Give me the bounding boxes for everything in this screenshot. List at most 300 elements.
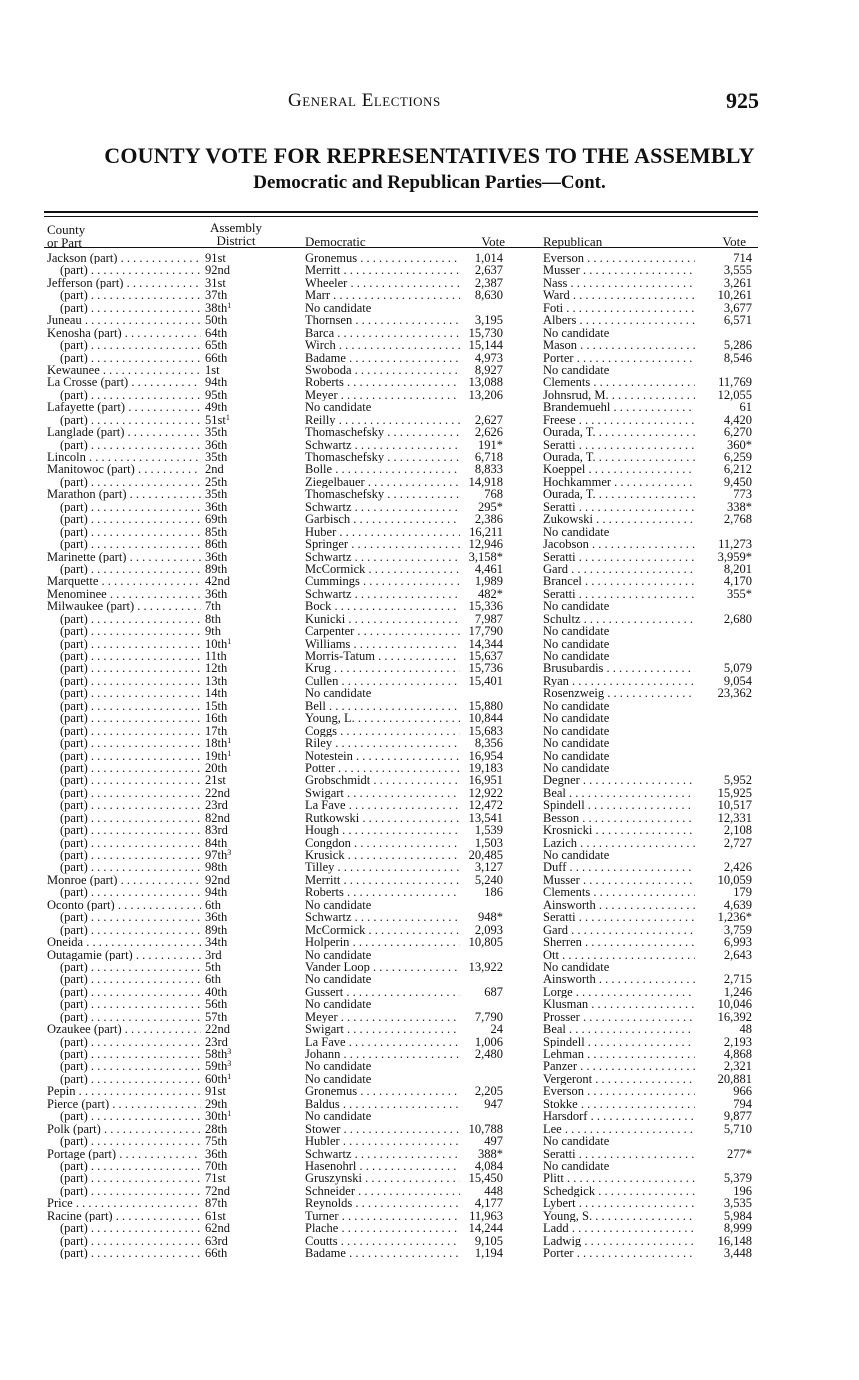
republican-candidate-cell: No candidate <box>543 637 610 650</box>
republican-vote-cell: 714 <box>733 251 752 265</box>
county-cell: (part) . . . <box>60 1222 201 1234</box>
district-cell: 91st <box>205 251 226 265</box>
county-cell: (part) . . . <box>60 476 201 488</box>
republican-candidate-cell: Koeppel . . . <box>543 463 695 475</box>
table-row <box>0 1247 859 1259</box>
district-cell: 98th <box>205 860 228 875</box>
republican-vote-cell: 2,426 <box>723 860 752 875</box>
republican-vote-cell: 4,639 <box>723 897 752 912</box>
democratic-vote-cell: 14,244 <box>468 1221 503 1236</box>
county-cell: (part) . . . <box>60 849 201 861</box>
district-cell: 23rd <box>205 1034 228 1049</box>
democratic-candidate-cell: No candidate <box>305 948 372 961</box>
county-cell: Portage (part) . . . <box>47 1148 201 1160</box>
democratic-vote-cell: 16,211 <box>469 524 503 539</box>
democratic-candidate-cell: Garbisch . . . <box>305 513 460 525</box>
republican-vote-cell: 61 <box>739 400 752 415</box>
republican-candidate-cell: Everson . . . <box>543 1085 695 1097</box>
table-row <box>0 352 859 364</box>
county-cell: Polk (part) . . . <box>47 1123 201 1135</box>
county-cell: (part) . . . <box>60 1135 201 1147</box>
table-row <box>0 538 859 550</box>
republican-vote-cell: 5,379 <box>723 1171 752 1186</box>
district-cell: 22nd <box>205 785 230 800</box>
republican-candidate-cell: Spindell . . . <box>543 1036 695 1048</box>
democratic-candidate-cell: Reilly . . . <box>305 414 460 426</box>
county-cell: (part) . . . <box>60 389 201 401</box>
democratic-candidate-cell: Schwartz . . . <box>305 1148 460 1160</box>
democratic-vote-cell: 448 <box>484 1183 503 1198</box>
table-row <box>0 737 859 749</box>
table-row <box>0 973 859 985</box>
republican-vote-cell: 4,868 <box>723 1047 752 1061</box>
democratic-vote-cell: 2,480 <box>474 1047 503 1061</box>
republican-vote-cell: 6,212 <box>723 462 752 477</box>
top-rule-thin <box>44 216 758 217</box>
republican-candidate-cell: Seratti . . . <box>543 588 695 600</box>
county-header-line2: or Part <box>47 235 83 250</box>
republican-candidate-cell: Seratti . . . <box>543 911 695 923</box>
democratic-candidate-cell: Tilley . . . <box>305 861 460 873</box>
republican-vote-cell: 3,959* <box>717 549 752 564</box>
district-cell: 21st <box>205 773 226 788</box>
district-cell: 94th <box>205 885 228 900</box>
county-cell: (part) . . . <box>60 638 201 650</box>
republican-candidate-cell: Duff . . . <box>543 861 695 873</box>
county-cell: (part) . . . <box>60 1048 201 1060</box>
county-cell: (part) . . . <box>60 861 201 873</box>
republican-candidate-cell: No candidate <box>543 363 610 377</box>
county-cell: (part) . . . <box>60 1235 201 1247</box>
democratic-candidate-cell: Gronemus . . . <box>305 1085 460 1097</box>
table-row <box>0 949 859 961</box>
county-cell: (part) . . . <box>60 526 201 538</box>
democratic-vote-cell: 687 <box>484 984 503 999</box>
democratic-vote-cell: 4,177 <box>474 1196 503 1211</box>
table-row <box>0 1085 859 1097</box>
republican-candidate-cell: Ourada, T. . . . <box>543 426 695 438</box>
republican-vote-cell: 6,259 <box>723 450 752 464</box>
table-row <box>0 264 859 276</box>
democratic-vote-cell: 768 <box>484 487 503 502</box>
democratic-vote-cell: 4,973 <box>474 350 503 365</box>
democratic-vote-cell: 2,627 <box>474 412 503 427</box>
county-cell: (part) . . . <box>60 439 201 451</box>
republican-candidate-cell: Freese . . . <box>543 414 695 426</box>
district-cell: 3rd <box>205 947 222 962</box>
democratic-vote-cell: 295* <box>478 499 503 514</box>
county-cell: Kenosha (part) . . . <box>47 327 201 339</box>
democratic-candidate-cell: Merritt . . . <box>305 874 460 886</box>
democratic-vote-cell: 1,503 <box>474 835 503 850</box>
republican-candidate-cell: No candidate <box>543 625 610 638</box>
republican-vote-cell: 11,273 <box>718 537 752 552</box>
republican-candidate-cell: Spindell . . . <box>543 799 695 811</box>
republican-vote-cell: 9,450 <box>723 474 752 489</box>
republican-candidate-cell: Ladwig . . . <box>543 1235 695 1247</box>
district-cell: 15th <box>205 698 228 713</box>
district-cell: 91st <box>205 1084 226 1099</box>
republican-candidate-cell: Krosnicki . . . <box>543 824 695 836</box>
district-cell: 64th <box>205 325 228 340</box>
county-cell: (part) . . . <box>60 625 201 637</box>
democratic-candidate-cell: Roberts . . . <box>305 376 460 388</box>
democratic-candidate-cell: Turner . . . <box>305 1210 460 1222</box>
table-row <box>0 1222 859 1234</box>
district-cell: 9th <box>205 624 221 639</box>
county-cell: (part) . . . <box>60 812 201 824</box>
table-row <box>0 376 859 388</box>
republican-candidate-cell: Foti . . . <box>543 302 695 314</box>
district-cell: 16th <box>205 711 228 726</box>
republican-vote-cell: 2,715 <box>723 972 752 987</box>
table-row <box>0 1148 859 1160</box>
table-row <box>0 625 859 637</box>
republican-candidate-cell: Musser . . . <box>543 264 695 276</box>
county-cell: Pepin . . . <box>47 1085 201 1097</box>
district-cell: 11th <box>205 649 227 663</box>
results-table <box>0 252 859 1259</box>
republican-candidate-cell: Ainsworth . . . <box>543 899 695 911</box>
democratic-candidate-cell: Rutkowski . . . <box>305 812 460 824</box>
column-header-dem-vote: Vote <box>481 234 505 249</box>
republican-candidate-cell: Klusman . . . <box>543 998 695 1010</box>
democratic-candidate-cell: Stower . . . <box>305 1123 460 1135</box>
footnote-marker: 1 <box>227 748 232 758</box>
district-cell: 40th <box>205 984 228 999</box>
republican-vote-cell: 3,677 <box>723 300 752 315</box>
democratic-candidate-cell: Potter . . . <box>305 762 460 774</box>
table-row <box>0 1135 859 1147</box>
district-cell: 13th <box>205 673 228 688</box>
district-cell: 36th <box>205 586 228 601</box>
district-cell: 92nd <box>205 872 230 887</box>
democratic-vote-cell: 8,356 <box>474 736 503 751</box>
district-cell: 86th <box>205 537 228 552</box>
republican-vote-cell: 9,877 <box>723 1109 752 1124</box>
table-row <box>0 886 859 898</box>
democratic-candidate-cell: Wheeler . . . <box>305 277 460 289</box>
district-cell: 42nd <box>205 574 230 589</box>
democratic-candidate-cell: Grobschmidt . . . <box>305 774 460 786</box>
county-cell: (part) . . . <box>60 1073 201 1085</box>
democratic-vote-cell: 3,158* <box>468 549 503 564</box>
republican-candidate-cell: Brandemuehl . . . <box>543 401 695 413</box>
table-row <box>0 725 859 737</box>
democratic-vote-cell: 15,683 <box>468 723 503 738</box>
democratic-vote-cell: 3,127 <box>474 860 503 875</box>
county-cell: (part) . . . <box>60 687 201 699</box>
county-cell: (part) . . . <box>60 513 201 525</box>
table-row <box>0 687 859 699</box>
democratic-vote-cell: 15,401 <box>468 673 503 688</box>
republican-vote-cell: 3,448 <box>723 1246 752 1260</box>
democratic-candidate-cell: Thomaschefsky . . . <box>305 426 460 438</box>
county-cell: (part) . . . <box>60 961 201 973</box>
republican-vote-cell: 1,236* <box>717 910 752 925</box>
district-header-line2: District <box>216 233 256 248</box>
district-cell: 5th <box>205 959 221 974</box>
republican-candidate-cell: No candidate <box>543 749 610 762</box>
republican-candidate-cell: No candidate <box>543 761 610 775</box>
democratic-candidate-cell: No candidate <box>305 1072 372 1086</box>
table-row <box>0 911 859 923</box>
democratic-candidate-cell: Thornsen . . . <box>305 314 460 326</box>
democratic-vote-cell: 19,183 <box>468 760 503 775</box>
district-cell: 70th <box>205 1158 228 1173</box>
district-cell: $30th^1$ <box>205 1109 232 1124</box>
district-cell: 28th <box>205 1121 228 1136</box>
county-cell: Oneida . . . <box>47 936 201 948</box>
county-cell: La Crosse (part) . . . <box>47 376 201 388</box>
county-cell: Kewaunee . . . <box>47 364 201 376</box>
republican-vote-cell: 5,079 <box>723 661 752 676</box>
republican-candidate-cell: Degner . . . <box>543 774 695 786</box>
democratic-candidate-cell: Badame . . . <box>305 352 460 364</box>
republican-vote-cell: 10,261 <box>717 288 752 303</box>
democratic-vote-cell: 12,922 <box>468 785 503 800</box>
republican-vote-cell: 2,193 <box>723 1034 752 1049</box>
table-row <box>0 1073 859 1085</box>
democratic-candidate-cell: La Fave . . . <box>305 1036 460 1048</box>
republican-candidate-cell: Jacobson . . . <box>543 538 695 550</box>
republican-vote-cell: 4,420 <box>723 412 752 427</box>
democratic-candidate-cell: Meyer . . . <box>305 389 460 401</box>
democratic-candidate-cell: No candidate <box>305 973 372 986</box>
democratic-candidate-cell: Gronemus . . . <box>305 252 460 264</box>
district-cell: 29th <box>205 1096 228 1111</box>
county-cell: (part) . . . <box>60 750 201 762</box>
democratic-vote-cell: 947 <box>484 1096 503 1111</box>
county-cell: Ozaukee (part) . . . <box>47 1023 201 1035</box>
district-cell: 56th <box>205 997 228 1012</box>
table-row <box>0 861 859 873</box>
table-title: COUNTY VOTE FOR REPRESENTATIVES TO THE ASSEMBLY <box>104 143 755 168</box>
democratic-vote-cell: 2,093 <box>474 922 503 937</box>
republican-vote-cell: 355* <box>727 586 752 601</box>
democratic-candidate-cell: Swigart . . . <box>305 1023 460 1035</box>
district-cell: $38th^1$ <box>205 300 232 315</box>
county-cell: Manitowoc (part) . . . <box>47 463 201 475</box>
county-cell: (part) . . . <box>60 986 201 998</box>
district-cell: 8th <box>205 611 221 626</box>
county-cell: (part) . . . <box>60 339 201 351</box>
county-cell: (part) . . . <box>60 414 201 426</box>
democratic-vote-cell: 8,927 <box>474 362 503 377</box>
header-rule <box>44 247 758 248</box>
district-cell: 87th <box>205 1196 228 1211</box>
district-cell: $58th^3$ <box>205 1047 232 1061</box>
district-cell: 66th <box>205 1246 228 1260</box>
republican-candidate-cell: Clements . . . <box>543 886 695 898</box>
democratic-candidate-cell: Schwartz . . . <box>305 551 460 563</box>
republican-candidate-cell: Porter . . . <box>543 1247 695 1259</box>
democratic-vote-cell: 13,922 <box>468 959 503 974</box>
district-cell: 2nd <box>205 462 224 477</box>
district-cell: 75th <box>205 1134 228 1149</box>
table-row <box>0 401 859 413</box>
republican-vote-cell: 16,148 <box>717 1233 752 1248</box>
republican-vote-cell: 3,759 <box>723 922 752 937</box>
democratic-candidate-cell: Plache . . . <box>305 1222 460 1234</box>
republican-vote-cell: 10,046 <box>717 997 752 1012</box>
table-row <box>0 700 859 712</box>
table-row <box>0 750 859 762</box>
democratic-vote-cell: 482* <box>478 586 503 601</box>
democratic-candidate-cell: Swoboda . . . <box>305 364 460 376</box>
republican-vote-cell: 338* <box>727 499 752 514</box>
county-cell: (part) . . . <box>60 1060 201 1072</box>
republican-candidate-cell: Stokke . . . <box>543 1098 695 1110</box>
page-number: 925 <box>726 88 759 113</box>
county-cell: Marinette (part) . . . <box>47 551 201 563</box>
republican-candidate-cell: Zukowski . . . <box>543 513 695 525</box>
democratic-candidate-cell: Krug . . . <box>305 662 460 674</box>
district-cell: 69th <box>205 512 228 527</box>
county-cell: Jackson (part) . . . <box>47 252 201 264</box>
democratic-candidate-cell: Hasenohrl . . . <box>305 1160 460 1172</box>
republican-candidate-cell: No candidate <box>543 1135 610 1148</box>
county-cell: (part) . . . <box>60 501 201 513</box>
republican-vote-cell: 4,170 <box>723 574 752 589</box>
district-cell: $60th^1$ <box>205 1071 232 1086</box>
table-row <box>0 874 859 886</box>
district-cell: 65th <box>205 338 228 353</box>
district-cell: 36th <box>205 499 228 514</box>
democratic-vote-cell: 15,336 <box>468 599 503 614</box>
county-cell: Outagamie (part) . . . <box>47 949 201 961</box>
district-cell: 35th <box>205 425 228 440</box>
table-row <box>0 339 859 351</box>
democratic-candidate-cell: No candidate <box>305 301 372 315</box>
republican-candidate-cell: Hochkammer . . . <box>543 476 695 488</box>
district-cell: 71st <box>205 1171 226 1186</box>
county-cell: (part) . . . <box>60 700 201 712</box>
republican-candidate-cell: Rosenzweig . . . <box>543 687 695 699</box>
republican-vote-cell: 15,925 <box>717 785 752 800</box>
district-cell: 7th <box>205 599 221 614</box>
county-cell: (part) . . . <box>60 737 201 749</box>
republican-vote-cell: 9,054 <box>723 673 752 688</box>
democratic-candidate-cell: No candidate <box>305 1110 372 1123</box>
democratic-candidate-cell: Williams . . . <box>305 638 460 650</box>
democratic-vote-cell: 16,951 <box>468 773 503 788</box>
footnote-marker: 1 <box>227 736 232 746</box>
democratic-candidate-cell: Carpenter . . . <box>305 625 460 637</box>
republican-vote-cell: 179 <box>733 885 752 900</box>
table-row <box>0 1023 859 1035</box>
table-row <box>0 936 859 948</box>
republican-candidate-cell: Lee . . . <box>543 1123 695 1135</box>
democratic-candidate-cell: Thomaschefsky . . . <box>305 451 460 463</box>
democratic-vote-cell: 17,790 <box>468 624 503 639</box>
county-cell: (part) . . . <box>60 1247 201 1259</box>
democratic-candidate-cell: Coggs . . . <box>305 725 460 737</box>
republican-candidate-cell: Musser . . . <box>543 874 695 886</box>
republican-vote-cell: 6,993 <box>723 935 752 950</box>
republican-vote-cell: 8,999 <box>723 1221 752 1236</box>
republican-vote-cell: 48 <box>739 1022 752 1037</box>
republican-candidate-cell: Gard . . . <box>543 924 695 936</box>
democratic-vote-cell: 1,006 <box>474 1034 503 1049</box>
democratic-vote-cell: 2,386 <box>474 512 503 527</box>
district-cell: 36th <box>205 549 228 564</box>
district-cell: 31st <box>205 275 226 290</box>
democratic-candidate-cell: No candidate <box>305 401 372 414</box>
republican-candidate-cell: Panzer . . . <box>543 1060 695 1072</box>
county-cell: (part) . . . <box>60 1011 201 1023</box>
democratic-vote-cell: 1,989 <box>474 574 503 589</box>
county-cell: (part) . . . <box>60 924 201 936</box>
democratic-vote-cell: 15,144 <box>468 338 503 353</box>
county-cell: Marquette . . . <box>47 575 201 587</box>
table-row <box>0 774 859 786</box>
republican-candidate-cell: Brancel . . . <box>543 575 695 587</box>
democratic-vote-cell: 2,205 <box>474 1084 503 1099</box>
republican-vote-cell: 20,881 <box>717 1071 752 1086</box>
footnote-marker: 1 <box>227 1071 232 1081</box>
democratic-vote-cell: 8,833 <box>474 462 503 477</box>
republican-candidate-cell: Lorge . . . <box>543 986 695 998</box>
republican-candidate-cell: Seratti . . . <box>543 551 695 563</box>
district-cell: 17th <box>205 723 228 738</box>
county-cell: (part) . . . <box>60 538 201 550</box>
footnote-marker: 1 <box>225 412 230 422</box>
footnote-marker: 3 <box>227 848 232 857</box>
top-rule-thick <box>44 211 758 213</box>
republican-vote-cell: 2,727 <box>723 835 752 850</box>
county-cell: (part) . . . <box>60 613 201 625</box>
democratic-candidate-cell: Vander Loop . . . <box>305 961 460 973</box>
democratic-vote-cell: 2,637 <box>474 263 503 278</box>
democratic-vote-cell: 1,014 <box>474 251 503 265</box>
table-row <box>0 488 859 500</box>
republican-vote-cell: 966 <box>733 1084 752 1099</box>
democratic-vote-cell: 7,987 <box>474 611 503 626</box>
republican-vote-cell: 2,680 <box>723 611 752 626</box>
table-row <box>0 1197 859 1209</box>
footnote-marker: 1 <box>227 636 232 646</box>
table-row <box>0 588 859 600</box>
democratic-vote-cell: 191* <box>478 437 503 452</box>
democratic-vote-cell: 10,788 <box>468 1121 503 1136</box>
county-cell: (part) . . . <box>60 289 201 301</box>
democratic-candidate-cell: Wirch . . . <box>305 339 460 351</box>
county-cell: (part) . . . <box>60 837 201 849</box>
republican-candidate-cell: Vergeront . . . <box>543 1073 695 1085</box>
republican-vote-cell: 8,546 <box>723 350 752 365</box>
table-row <box>0 1123 859 1135</box>
district-cell: 36th <box>205 910 228 925</box>
republican-vote-cell: 6,571 <box>723 313 752 328</box>
republican-vote-cell: 773 <box>733 487 752 502</box>
democratic-vote-cell: 14,918 <box>468 474 503 489</box>
county-cell: Langlade (part) . . . <box>47 426 201 438</box>
democratic-vote-cell: 16,954 <box>468 748 503 763</box>
county-cell: Jefferson (part) . . . <box>47 277 201 289</box>
republican-vote-cell: 5,710 <box>723 1121 752 1136</box>
democratic-candidate-cell: Krusick . . . <box>305 849 460 861</box>
democratic-vote-cell: 5,240 <box>474 872 503 887</box>
county-cell: Lincoln . . . <box>47 451 201 463</box>
county-cell: (part) . . . <box>60 787 201 799</box>
democratic-candidate-cell: McCormick . . . <box>305 924 460 936</box>
district-cell: 20th <box>205 760 228 775</box>
republican-vote-cell: 277* <box>727 1146 752 1161</box>
democratic-vote-cell: 9,105 <box>474 1233 503 1248</box>
republican-vote-cell: 8,201 <box>723 561 752 576</box>
table-row <box>0 998 859 1010</box>
